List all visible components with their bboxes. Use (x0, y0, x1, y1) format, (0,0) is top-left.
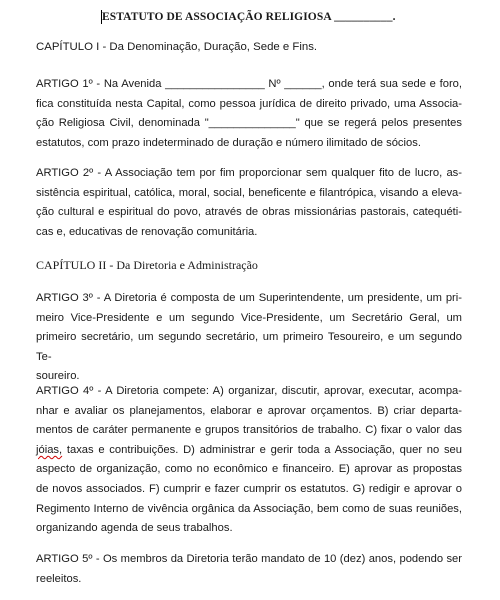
article-4-line: mentos de caráter permanente e grupos transitórios de trabalho. C) fixar o valor das (36, 424, 462, 437)
article-4-line (36, 441, 462, 461)
article-4-line: organizando agenda de seus trabalhos. (36, 522, 233, 535)
article-2-line: ção cultural e espiritual do povo, através de obras missionárias pastorais, catequéti- (36, 206, 462, 219)
article-3-line: meiro Vice-Presidente e um segundo Vice-Presidente, um Secretário Geral, um (36, 311, 462, 324)
article-3-line: primeiro secretário, um segundo secretário, um primeiro Tesoureiro, e um segundo Te- (36, 331, 462, 363)
article-4-line: de novos associados. F) cumprir e fazer cumprir os estatutos. G) redigir e aprovar o (36, 482, 462, 495)
article-4-line: Regimento Interno de vivência orgânica da Associação, bem como de suas reuniões, (36, 502, 462, 515)
article-1-line: fica constituída nesta Capital, como pessoa jurídica de direito privado, uma Associa- (36, 97, 462, 110)
article-3 (36, 289, 462, 387)
article-1-line: ARTIGO 1º - Na Avenida ________________ Nº ______, onde terá sua sede e foro, (36, 78, 462, 90)
article-2 (36, 164, 462, 242)
article-3-line: ARTIGO 3º - A Diretoria é composta de um Superintendente, um presidente, um pri- (36, 292, 462, 304)
article-5-line: reeleitos. (36, 572, 82, 585)
chapter-2-heading: CAPÍTULO II - Da Diretoria e Administração (36, 258, 258, 272)
document-page (36, 0, 462, 600)
article-4 (36, 382, 462, 539)
article-2-line: cas e, educativas de renovação comunitária. (36, 225, 258, 238)
article-4-line: nhar e avaliar os planejamentos, elaborar e aprovar orçamentos. B) criar departa- (36, 404, 462, 417)
chapter-1-heading: CAPÍTULO I - Da Denominação, Duração, Sede e Fins. (36, 41, 318, 53)
article-5-line: ARTIGO 5º - Os membros da Diretoria terão mandato de 10 (dez) anos, podendo ser (36, 553, 462, 565)
spellcheck-flagged-word[interactable]: jóias, (36, 443, 63, 456)
article-4-line: ARTIGO 4º - A Diretoria compete: A) organizar, discutir, aprovar, executar, acompa- (36, 385, 462, 397)
article-3-line: soureiro. (36, 370, 80, 383)
article-5 (36, 550, 462, 589)
article-1-line: ção Religiosa Civil, denominada "______________" que se regerá pelos presentes (36, 117, 462, 130)
article-1-line: estatutos, com prazo indeterminado de duração e número ilimitado de sócios. (36, 136, 421, 149)
article-2-line: sistência espiritual, católica, moral, social, beneficente e filantrópica, visando a eleva- (36, 186, 462, 199)
article-4-line: aspecto de organização, como no econômico e financeiro. E) aprovar as propostas (36, 463, 462, 476)
article-1 (36, 75, 462, 153)
article-4-line-text: taxas e contribuições. D) administrar e gerir toda a Associação, quer no seu (66, 443, 462, 456)
document-title: ESTATUTO DE ASSOCIAÇÃO RELIGIOSA __________. (102, 11, 396, 23)
article-2-line: ARTIGO 2º - A Associação tem por fim proporcionar sem qualquer fito de lucro, as- (36, 167, 462, 179)
